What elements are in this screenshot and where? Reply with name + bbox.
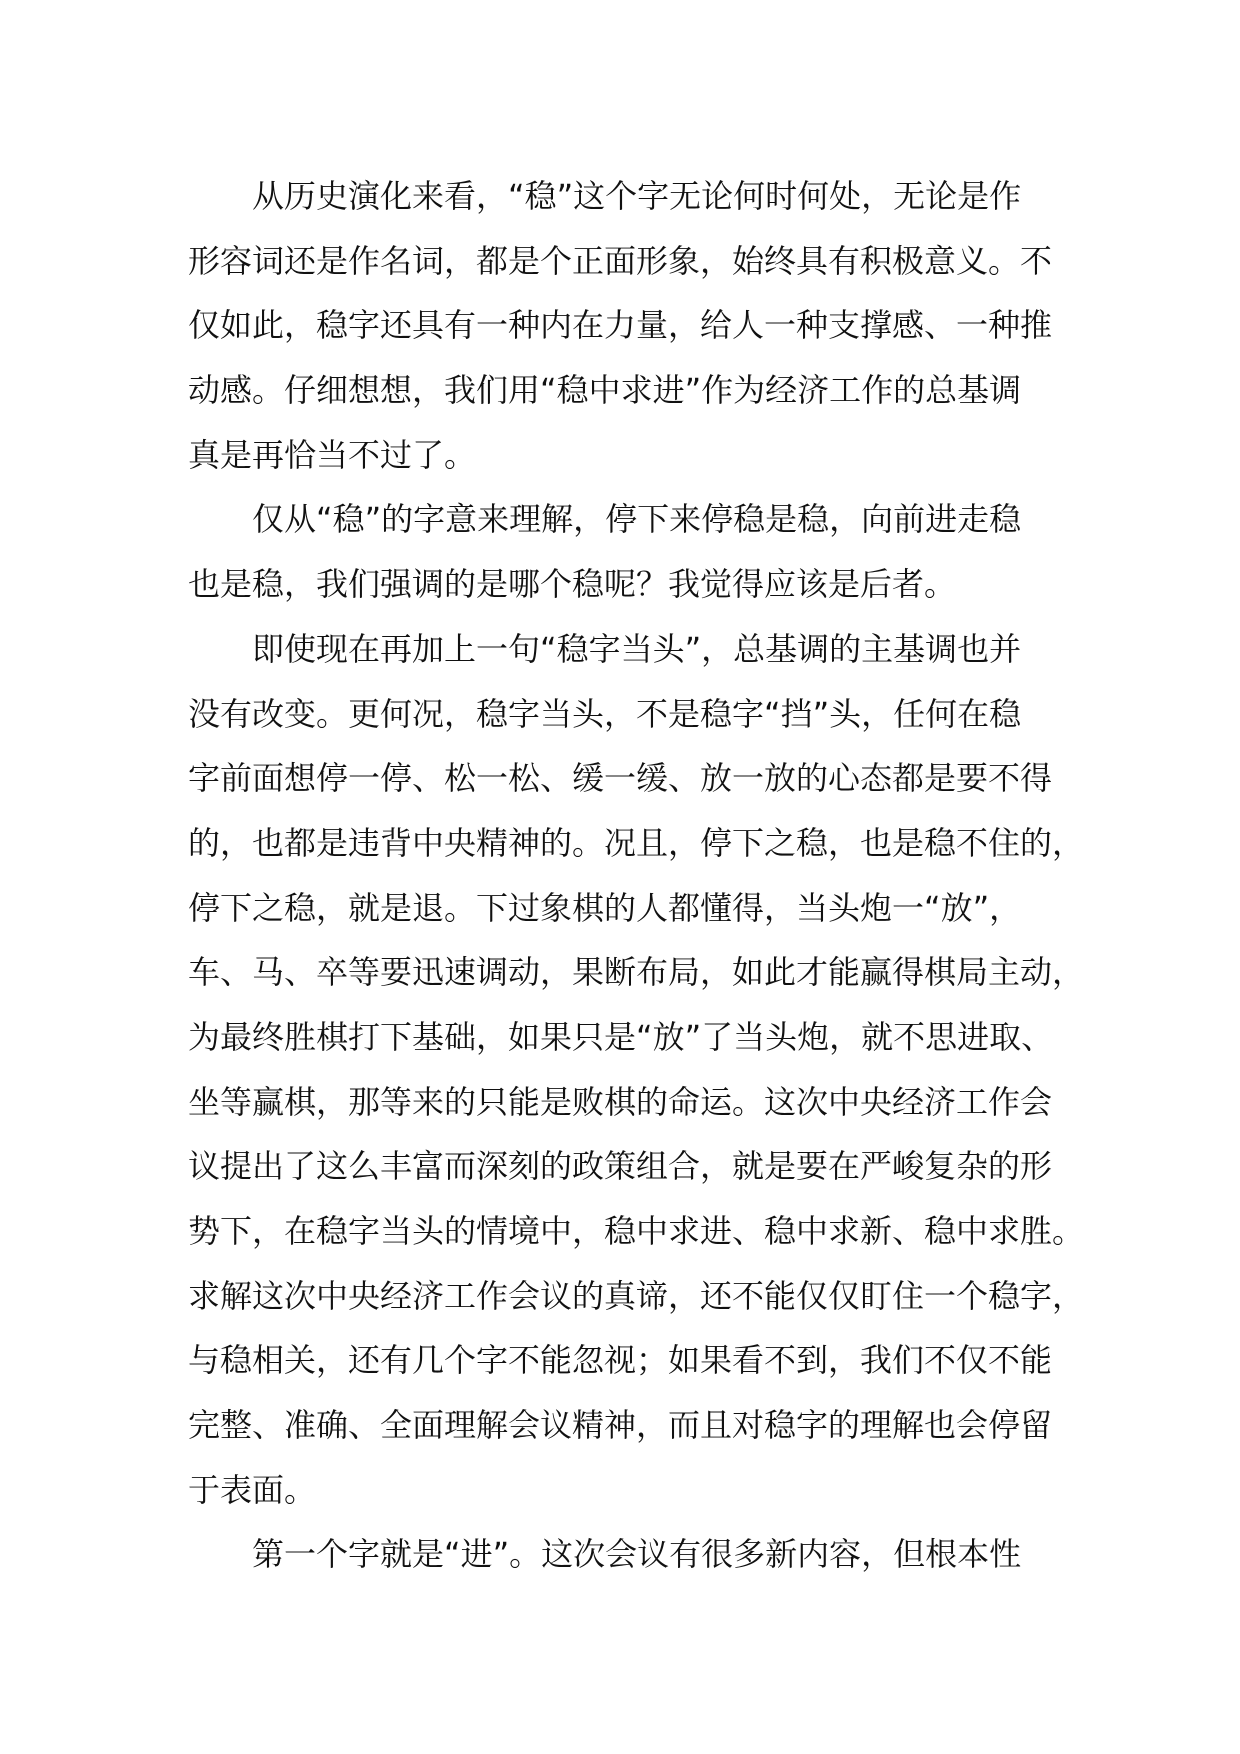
paragraph-line: 的，也都是违背中央精神的。况且，停下之稳，也是稳不住的，: [188, 823, 1085, 862]
paragraph-line: 车、马、卒等要迅速调动，果断布局，如此才能赢得棋局主动，: [188, 953, 1085, 992]
paragraph: [188, 1522, 1088, 1587]
paragraph-line: 仅从“稳”的字意来理解，停下来停稳是稳，向前进走稳: [252, 500, 1022, 539]
paragraph-line: 即使现在再加上一句“稳字当头”，总基调的主基调也并: [252, 629, 1022, 668]
paragraph-line: 与稳相关，还有几个字不能忽视；如果看不到，我们不仅不能: [188, 1341, 1053, 1380]
paragraph-line: 第一个字就是“进”。这次会议有很多新内容，但根本性: [252, 1535, 1022, 1574]
paragraph-line: 坐等赢棋，那等来的只能是败棋的命运。这次中央经济工作会: [188, 1082, 1053, 1121]
paragraph: [188, 617, 1088, 1523]
paragraph-line: 真是再恰当不过了。: [188, 435, 477, 474]
paragraph-line: 没有改变。更何况，稳字当头，不是稳字“挡”头，任何在稳: [188, 694, 1022, 733]
paragraph: [188, 487, 1088, 616]
paragraph-line: 议提出了这么丰富而深刻的政策组合，就是要在严峻复杂的形: [188, 1147, 1053, 1186]
paragraph-line: 于表面。: [188, 1470, 317, 1509]
paragraph-line: 从历史演化来看，“稳”这个字无论何时何处，无论是作: [252, 177, 1022, 215]
paragraph-line: 求解这次中央经济工作会议的真谛，还不能仅仅盯住一个稳字，: [188, 1276, 1085, 1315]
paragraph-line: 停下之稳，就是退。下过象棋的人都懂得，当头炮一“放”，: [188, 888, 1022, 927]
paragraph-line: 为最终胜棋打下基础，如果只是“放”了当头炮，就不思进取、: [188, 1017, 1054, 1056]
paragraph-line: 形容词还是作名词，都是个正面形象，始终具有积极意义。不: [188, 241, 1053, 280]
document-body: [188, 164, 1088, 1587]
paragraph-line: 动感。仔细想想，我们用“稳中求进”作为经济工作的总基调: [188, 371, 1022, 410]
paragraph: [188, 164, 1088, 487]
paragraph-line: 完整、准确、全面理解会议精神，而且对稳字的理解也会停留: [188, 1406, 1053, 1445]
paragraph-line: 也是稳，我们强调的是哪个稳呢？我觉得应该是后者。: [188, 565, 957, 604]
paragraph-line: 字前面想停一停、松一松、缓一缓、放一放的心态都是要不得: [188, 759, 1053, 798]
paragraph-line: 势下，在稳字当头的情境中，稳中求进、稳中求新、稳中求胜。: [188, 1212, 1085, 1250]
paragraph-line: 仅如此，稳字还具有一种内在力量，给人一种支撑感、一种推: [188, 306, 1053, 345]
